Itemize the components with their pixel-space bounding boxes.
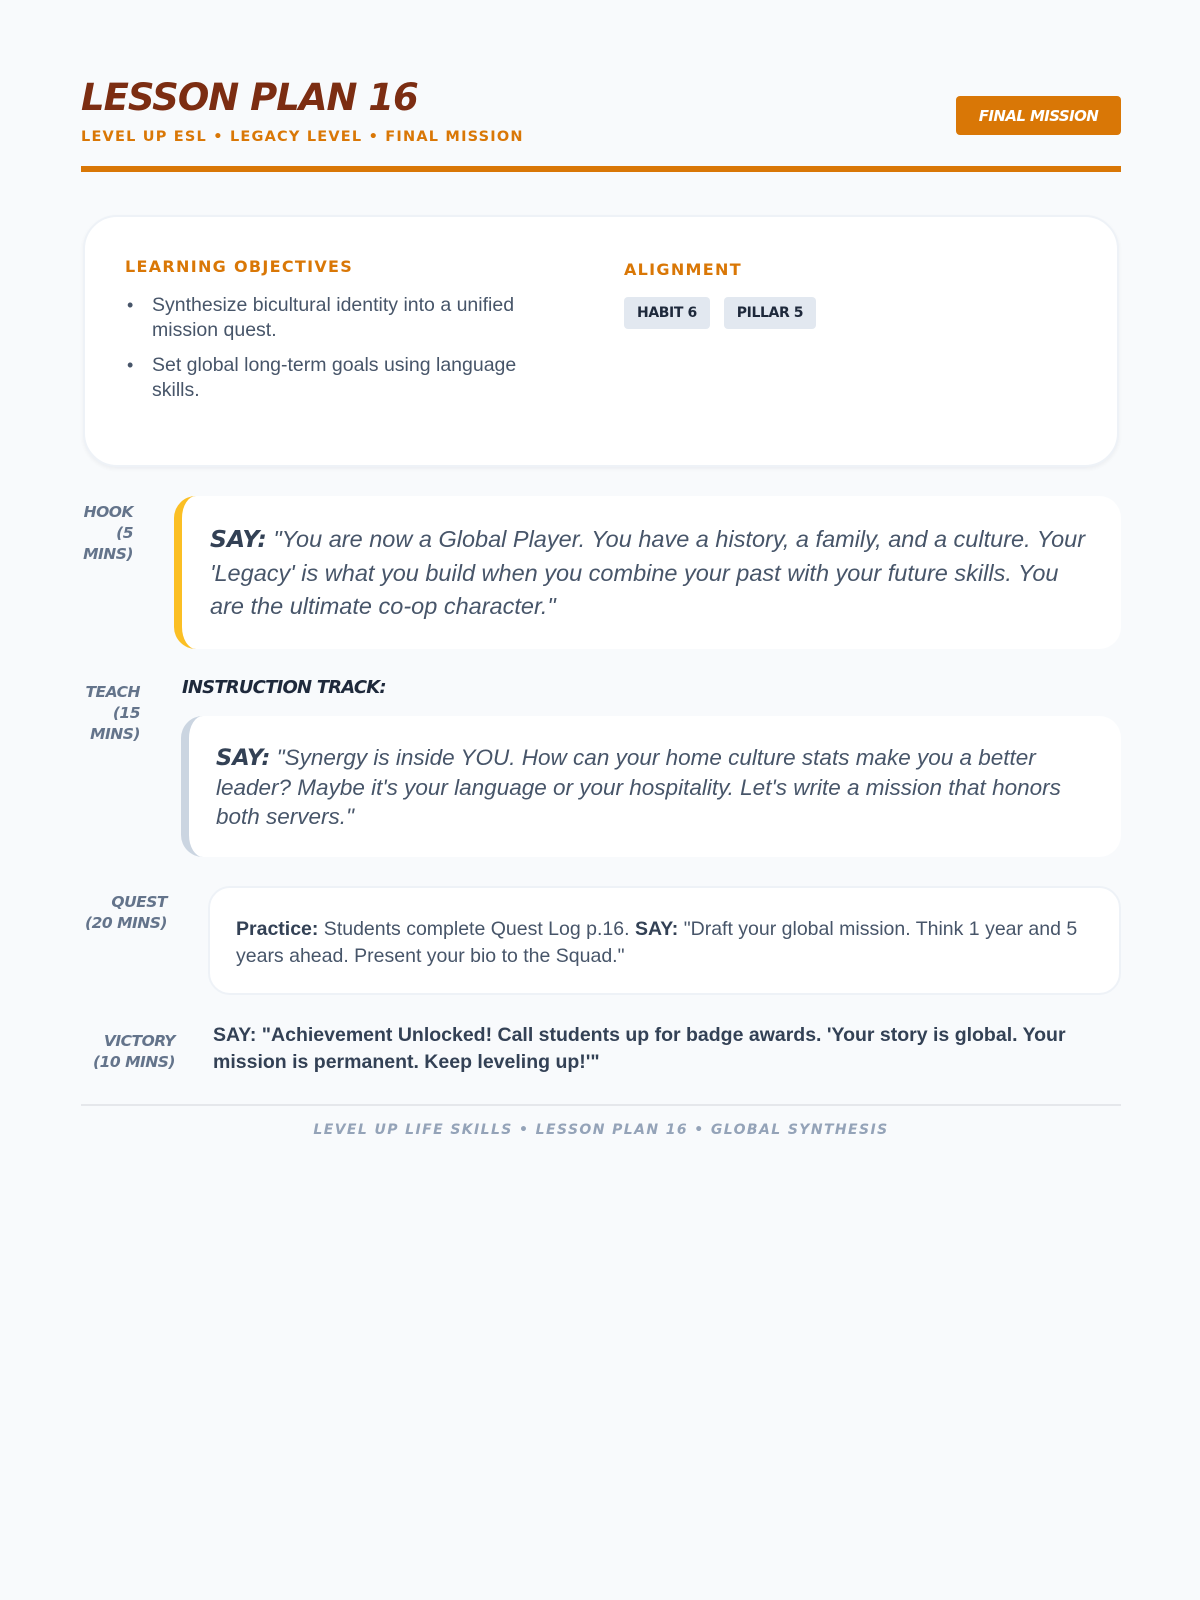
teach-card [181, 716, 1121, 857]
footer: LEVEL UP LIFE SKILLS • LESSON PLAN 16 • GLOBAL SYNTHESIS [313, 1122, 889, 1138]
header [81, 0, 1121, 172]
hook-label-line: (5 [116, 524, 133, 542]
teach-label-line: MINS) [90, 725, 140, 743]
quest-label-line: (20 MINS) [85, 914, 167, 932]
learning-objectives-label: LEARNING OBJECTIVES [125, 257, 354, 276]
list-item [125, 293, 565, 342]
teach-label [81, 682, 140, 745]
say-label: SAY: [213, 1024, 257, 1046]
quest-label-line: QUEST [111, 893, 167, 911]
hook-label [81, 502, 133, 565]
teach-label-line: (15 [112, 704, 140, 722]
alignment [624, 260, 1064, 329]
victory-label [81, 1031, 175, 1073]
footer-divider [81, 1104, 1121, 1106]
say-label: SAY: [216, 745, 271, 771]
pillar-tag: PILLAR 5 [724, 297, 816, 329]
victory-script: "Achievement Unlocked! Call students up for badge awards. 'Your story is global. Your mission is permanent. Keep leveling up!'" [213, 1024, 1066, 1073]
hook-label-line: MINS) [83, 545, 133, 563]
instruction-track-title: INSTRUCTION TRACK: [182, 677, 386, 698]
bullet-icon: • [127, 295, 134, 315]
header-divider [81, 166, 1121, 172]
victory-label-line: VICTORY [103, 1032, 175, 1050]
quest-label [81, 892, 167, 934]
objectives-list [125, 293, 565, 402]
alignment-label: ALIGNMENT [624, 260, 742, 279]
bullet-icon: • [127, 355, 134, 375]
page-subtitle: LEVEL UP ESL • LEGACY LEVEL • FINAL MISSION [81, 129, 524, 145]
objective-text: Set global long-term goals using language skills. [152, 354, 517, 401]
teach-script: "Synergy is inside YOU. How can your home culture stats make you a better leader? Maybe it's your language or your hospitality. Let's write a mission that honors both servers." [216, 745, 1061, 829]
final-mission-badge: FINAL MISSION [956, 96, 1121, 135]
hook-script: "You are now a Global Player. You have a history, a family, and a culture. Your 'Legacy' is what you build when you combine your past with your future skills. You are the ultimate co-op character." [210, 526, 1086, 619]
teach-label-line: TEACH [85, 683, 140, 701]
victory-label-line: (10 MINS) [93, 1053, 175, 1071]
habit-tag: HABIT 6 [624, 297, 710, 329]
lesson-plan-page [81, 0, 1121, 1138]
objectives-card [83, 215, 1119, 467]
practice-label: Practice: [236, 918, 319, 940]
learning-objectives [125, 257, 565, 413]
hook-card [174, 496, 1121, 649]
say-label: SAY: [634, 918, 679, 940]
list-item [125, 353, 565, 402]
practice-text: Students complete Quest Log p.16. [318, 918, 635, 940]
alignment-tags [624, 297, 1064, 329]
page-title: LESSON PLAN 16 [81, 76, 418, 119]
victory-text [213, 1022, 1121, 1076]
quest-script: "Draft your global mission. Think 1 year and 5 years ahead. Present your bio to the Squad." [236, 918, 1078, 967]
quest-card [208, 886, 1121, 995]
say-label: SAY: [210, 525, 267, 553]
objective-text: Synthesize bicultural identity into a unified mission quest. [152, 294, 515, 341]
hook-label-line: HOOK [83, 503, 133, 521]
